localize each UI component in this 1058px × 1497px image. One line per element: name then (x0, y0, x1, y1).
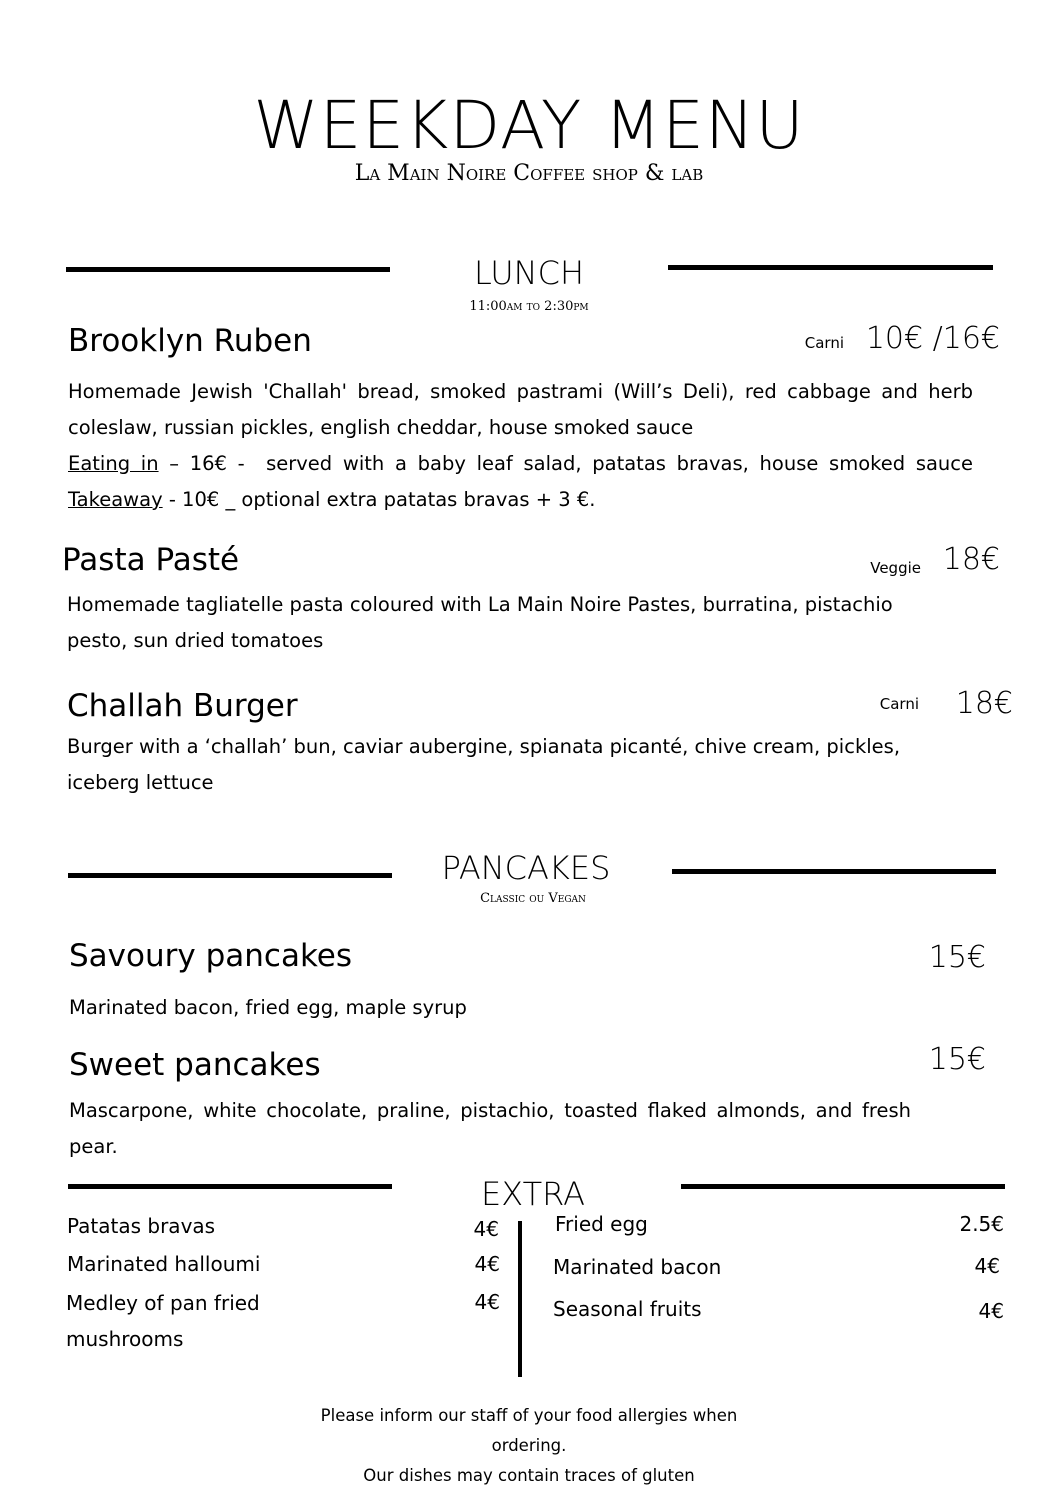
extra-title: EXTRA (481, 1175, 585, 1213)
eating-in-label: Eating in (68, 452, 159, 475)
pancakes-rule-right (672, 869, 996, 874)
gluten-notice: Our dishes may contain traces of gluten (363, 1466, 695, 1485)
extra-item-price: 4€ (978, 1299, 1004, 1323)
dish-price: 15€ (928, 1042, 986, 1077)
dish-price: 18€ (942, 542, 1000, 577)
extra-item-price: 2.5€ (959, 1212, 1004, 1236)
extra-item-name: Marinated bacon (553, 1255, 722, 1279)
extra-item-price: 4€ (474, 1252, 500, 1276)
dish-name: Brooklyn Ruben (68, 323, 312, 359)
extra-rule-left (68, 1184, 392, 1189)
extra-item-price: 4€ (473, 1217, 499, 1241)
dish-description: Marinated bacon, fried egg, maple syrup (69, 996, 467, 1019)
menu-subtitle: La Main Noire Coffee shop & lab (354, 161, 704, 186)
dish-tag: Veggie (870, 559, 921, 577)
takeaway-label: Takeaway (68, 488, 163, 511)
extra-divider (518, 1221, 522, 1377)
dish-description: Mascarpone, white chocolate, praline, pistachio, toasted flaked almonds, and fresh pear. (69, 1099, 911, 1158)
allergy-notice-line2: ordering. (491, 1436, 567, 1455)
extra-item-name: Medley of pan fried mushrooms (66, 1291, 260, 1351)
lunch-hours: 11:00am to 2:30pm (469, 299, 589, 314)
dish-price: 10€ /16€ (865, 321, 1000, 356)
dish-tag: Carni (804, 334, 844, 352)
lunch-rule-right (668, 265, 993, 270)
extra-rule-right (681, 1184, 1005, 1189)
pancakes-title: PANCAKES (441, 849, 611, 887)
eating-in-line (68, 446, 973, 482)
lunch-title: LUNCH (474, 254, 584, 292)
extra-item-name: Fried egg (555, 1212, 648, 1236)
dish-description: Homemade Jewish 'Challah' bread, smoked pastrami (Will’s Deli), red cabbage and herb coleslaw, russian pickles, english cheddar, house smoked sauce (68, 380, 973, 439)
extra-item-name: Seasonal fruits (553, 1297, 702, 1321)
dish-name: Sweet pancakes (69, 1047, 321, 1083)
dish-description: Homemade tagliatelle pasta coloured with La Main Noire Pastes, burratina, pistachio pesto, sun dried tomatoes (67, 593, 893, 652)
pancakes-subtitle: Classic ou Vegan (480, 891, 586, 906)
dish-tag: Carni (879, 695, 919, 713)
dish-description: Burger with a ‘challah’ bun, caviar aubergine, spianata picanté, chive cream, pickles, iceberg lettuce (67, 735, 901, 794)
takeaway-line (68, 482, 595, 518)
dish-name: Savoury pancakes (69, 938, 353, 974)
takeaway-text: - 10€ _ optional extra patatas bravas + 3 €. (162, 488, 596, 511)
dish-name: Pasta Pasté (62, 542, 240, 578)
eating-in-text: – 16€ - served with a baby leaf salad, patatas bravas, house smoked sauce (158, 452, 974, 475)
extra-item-price: 4€ (974, 1254, 1000, 1278)
dish-name: Challah Burger (67, 688, 298, 724)
extra-item-price: 4€ (474, 1290, 500, 1314)
pancakes-rule-left (68, 873, 392, 878)
dish-price: 15€ (928, 940, 986, 975)
lunch-rule-left (66, 267, 390, 272)
menu-title: WEEKDAY MENU (253, 87, 805, 164)
extra-item-name: Marinated halloumi (67, 1252, 261, 1276)
allergy-notice-line1: Please inform our staff of your food allergies when (320, 1406, 738, 1425)
extra-item-name: Patatas bravas (67, 1214, 216, 1238)
dish-price: 18€ (955, 686, 1013, 721)
